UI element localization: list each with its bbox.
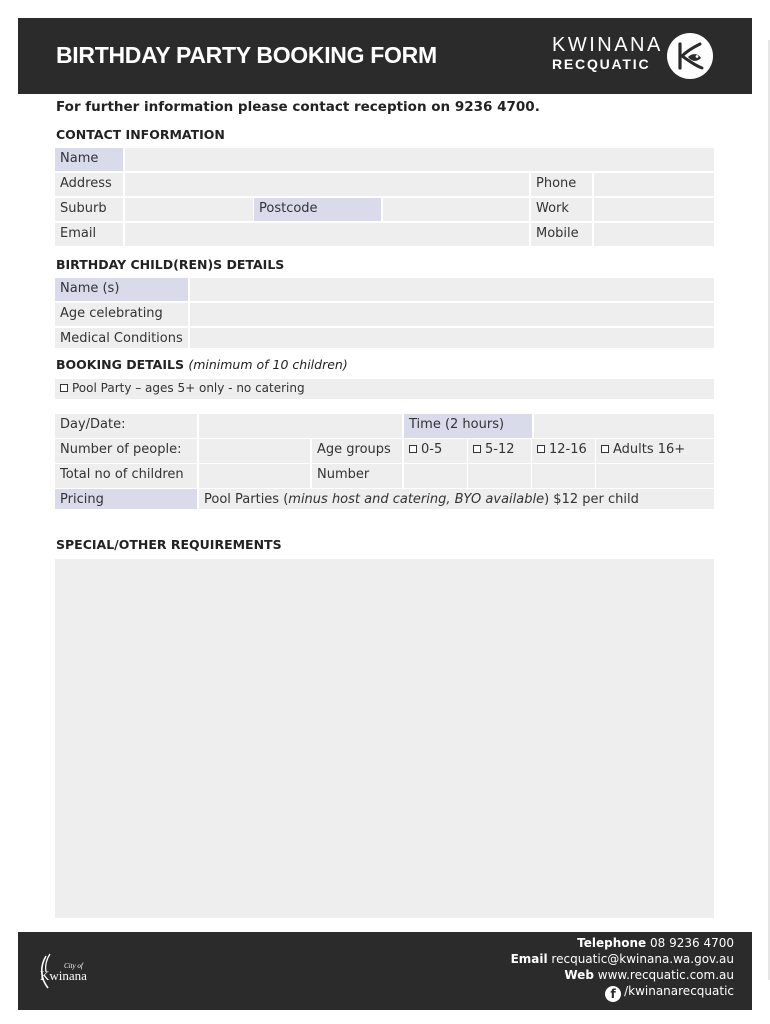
- phone-field[interactable]: [594, 173, 714, 196]
- header-banner: [18, 18, 752, 94]
- medical-conditions-label: Medical Conditions: [55, 328, 188, 348]
- pricing-suffix: ) $12 per child: [544, 492, 639, 507]
- total-children-label: Total no of children: [55, 464, 197, 488]
- number-field-5-12[interactable]: [468, 464, 531, 488]
- telephone-value: 08 9236 4700: [650, 936, 734, 950]
- address-label: Address: [55, 173, 123, 196]
- pool-party-option-label: Pool Party – ages 5+ only - no catering: [72, 381, 305, 395]
- footer-web: [564, 968, 734, 982]
- age-0-5-checkbox[interactable]: [409, 445, 417, 453]
- work-label: Work: [531, 198, 592, 221]
- age-option-adults[interactable]: [596, 439, 714, 463]
- special-requirements-field[interactable]: [55, 559, 714, 918]
- footer-facebook[interactable]: [605, 984, 734, 1002]
- page-title: BIRTHDAY PARTY BOOKING FORM: [56, 42, 437, 68]
- mobile-field[interactable]: [594, 223, 714, 246]
- age-option-0-5[interactable]: [404, 439, 467, 463]
- recquatic-logo-icon: [666, 32, 714, 80]
- work-phone-field[interactable]: [594, 198, 714, 221]
- age-option-12-16[interactable]: [532, 439, 595, 463]
- logo-kwinana-text: KWINANA: [552, 34, 663, 56]
- age-option-12-16-label: 12-16: [549, 442, 587, 457]
- total-children-field[interactable]: [199, 464, 310, 488]
- pricing-text: [199, 489, 714, 509]
- child-names-label: Name (s): [55, 278, 188, 301]
- age-12-16-checkbox[interactable]: [537, 445, 545, 453]
- footer-logo-big-text: Kwinana: [40, 968, 87, 983]
- email-field[interactable]: [125, 223, 529, 246]
- number-label: Number: [312, 464, 402, 488]
- postcode-label: Postcode: [254, 198, 381, 221]
- mobile-label: Mobile: [531, 223, 592, 246]
- age-groups-label: Age groups: [312, 439, 402, 463]
- age-option-adults-label: Adults 16+: [613, 442, 686, 457]
- contact-reception-info: For further information please contact reception on 9236 4700.: [56, 99, 540, 115]
- day-date-field[interactable]: [199, 414, 402, 438]
- suburb-label: Suburb: [55, 198, 123, 221]
- facebook-icon: f: [605, 986, 621, 1002]
- footer-email: [511, 952, 734, 966]
- age-option-5-12[interactable]: [468, 439, 531, 463]
- name-label: Name: [55, 148, 123, 171]
- number-of-people-label: Number of people:: [55, 439, 197, 463]
- special-section-title: SPECIAL/OTHER REQUIREMENTS: [56, 537, 282, 552]
- pricing-label: Pricing: [55, 489, 197, 509]
- pool-party-option[interactable]: [55, 379, 714, 399]
- email-footer-value[interactable]: recquatic@kwinana.wa.gov.au: [551, 952, 734, 966]
- address-field[interactable]: [125, 173, 529, 196]
- footer-banner: [18, 932, 752, 1010]
- age-option-5-12-label: 5-12: [485, 442, 515, 457]
- postcode-field[interactable]: [383, 198, 529, 221]
- footer-logo-small-text: City of: [64, 962, 83, 970]
- pool-party-checkbox[interactable]: [60, 384, 68, 392]
- name-field[interactable]: [125, 148, 714, 171]
- email-footer-label: Email: [510, 952, 548, 966]
- facebook-handle: /kwinanarecquatic: [624, 984, 734, 998]
- phone-label: Phone: [531, 173, 592, 196]
- number-field-12-16[interactable]: [532, 464, 595, 488]
- city-of-kwinana-logo-icon: [36, 948, 106, 992]
- booking-section-title: [56, 357, 348, 372]
- telephone-label: Telephone: [577, 936, 647, 950]
- web-label: Web: [564, 968, 594, 982]
- contact-section-title: CONTACT INFORMATION: [56, 127, 225, 142]
- medical-conditions-field[interactable]: [190, 328, 714, 348]
- age-option-0-5-label: 0-5: [421, 442, 443, 457]
- pricing-italic-note: minus host and catering, BYO available: [288, 492, 545, 507]
- suburb-field[interactable]: [125, 198, 253, 221]
- day-date-label: Day/Date:: [55, 414, 197, 438]
- web-value[interactable]: www.recquatic.com.au: [597, 968, 734, 982]
- booking-title-note: (minimum of 10 children): [188, 357, 348, 372]
- time-label: Time (2 hours): [404, 414, 532, 438]
- pricing-prefix: Pool Parties (: [204, 492, 289, 507]
- booking-title-text: BOOKING DETAILS: [56, 357, 184, 372]
- number-field-0-5[interactable]: [404, 464, 467, 488]
- age-celebrating-label: Age celebrating: [55, 303, 188, 326]
- child-names-field[interactable]: [190, 278, 714, 301]
- logo-recquatic-text: RECQUATIC: [552, 56, 651, 72]
- age-5-12-checkbox[interactable]: [473, 445, 481, 453]
- time-field[interactable]: [534, 414, 714, 438]
- number-of-people-field[interactable]: [199, 439, 310, 463]
- age-adults-checkbox[interactable]: [601, 445, 609, 453]
- footer-telephone: [577, 936, 734, 950]
- age-celebrating-field[interactable]: [190, 303, 714, 326]
- children-section-title: BIRTHDAY CHILD(REN)S DETAILS: [56, 257, 285, 272]
- email-label: Email: [55, 223, 123, 246]
- number-field-adults[interactable]: [596, 464, 714, 488]
